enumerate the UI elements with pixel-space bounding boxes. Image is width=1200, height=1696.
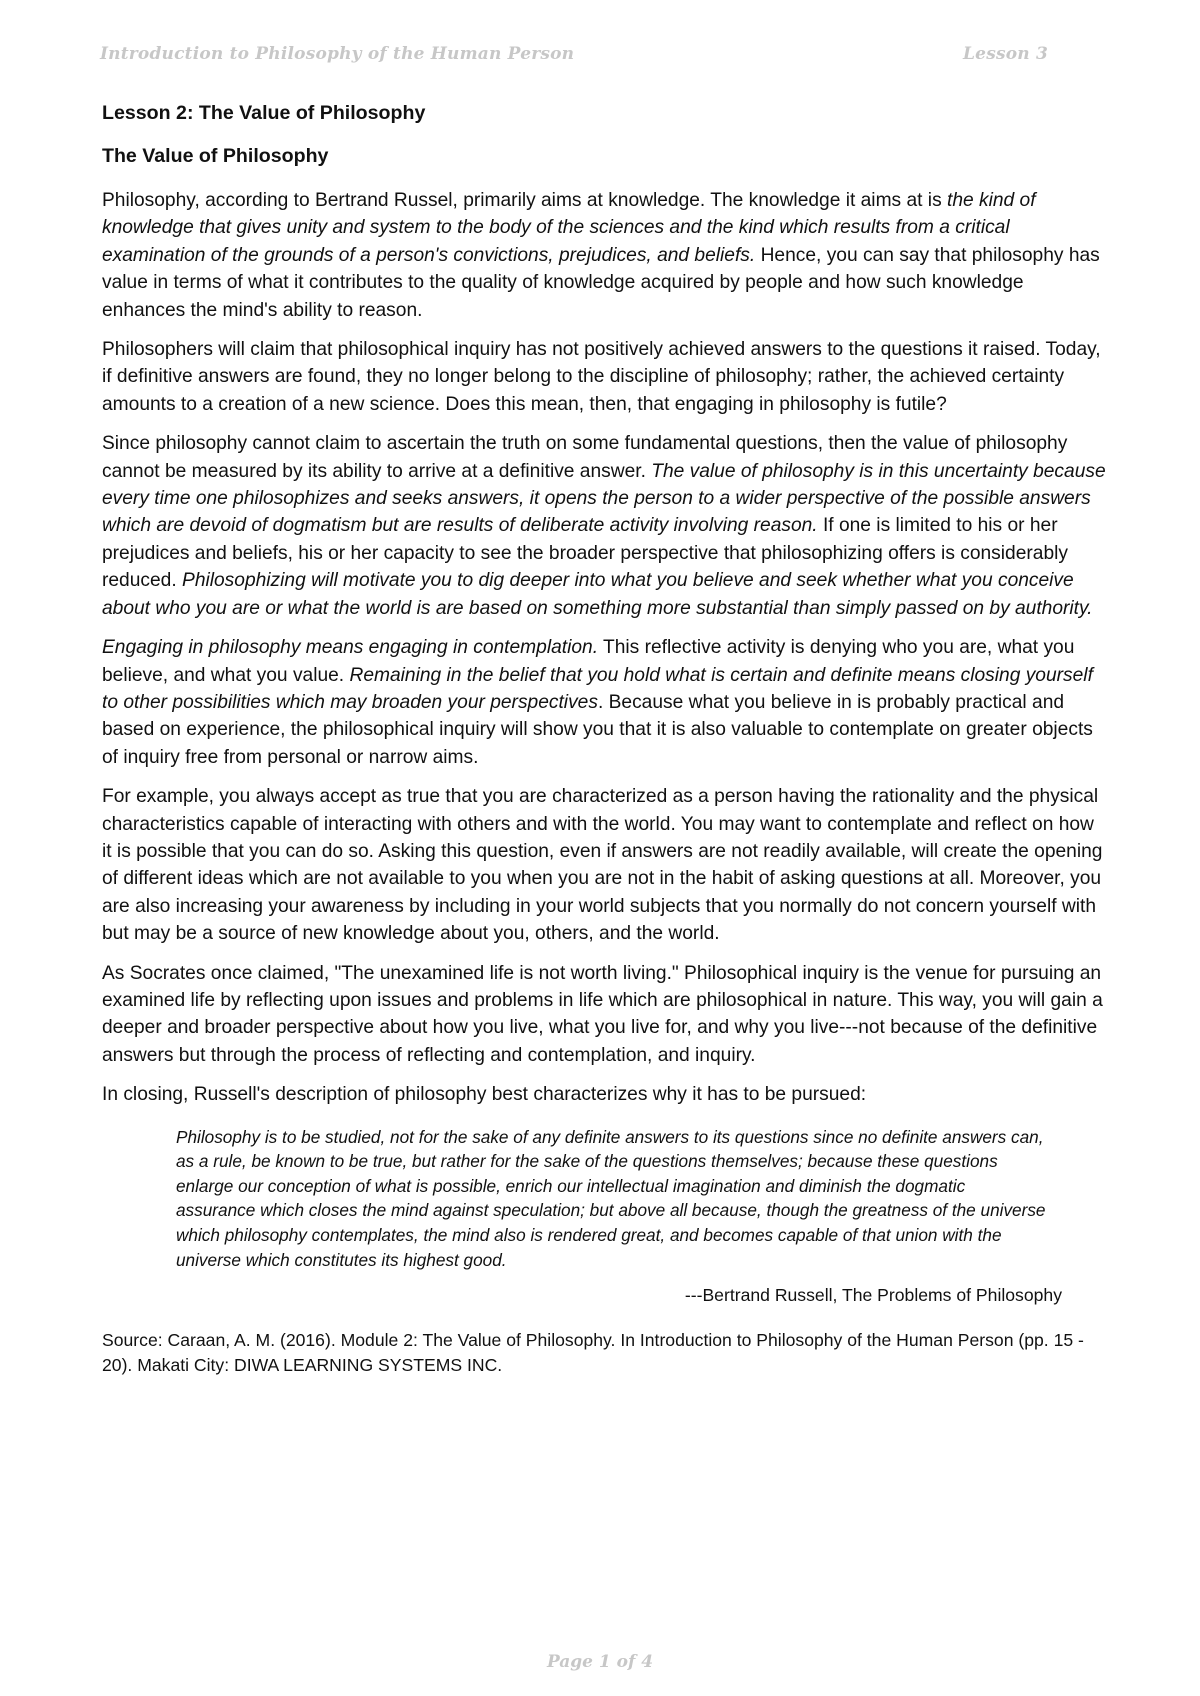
paragraph-5: For example, you always accept as true that you are characterized as a person having the rationality and the physical characteristics capable of interacting with others and with the world. You may want to contemplate and reflect on how it is possible that you can do so. Asking this question, even if answers are not readily available, will create the opening of different ideas which are not available to you when you are not in the habit of asking questions at all. Moreover, you are also increasing your awareness by including in your world subjects that you normally do not concern yourself with but may be a source of new knowledge about you, others, and the world. [102, 786, 1103, 945]
lesson-title: Lesson 2: The Value of Philosophy [102, 102, 426, 124]
paragraph-3-text-c: If one is limited to his or her prejudices and beliefs, his or her capacity to see the broader perspective that philosophizing offers is considerably reduced. [102, 515, 1068, 592]
paragraph-4 [102, 634, 1106, 771]
document-body [102, 100, 1106, 1378]
paragraph-7: In closing, Russell's description of philosophy best characterizes why it has to be pursued: [102, 1084, 867, 1106]
section-title: The Value of Philosophy [102, 145, 329, 167]
paragraph-4-text-d: . Because what you believe in is probably practical and based on experience, the philosophical inquiry will show you that it is also valuable to contemplate on greater objects of inquiry free from personal or narrow aims. [102, 691, 1093, 768]
paragraph-1 [102, 187, 1106, 324]
source-citation: Source: Caraan, A. M. (2016). Module 2: The Value of Philosophy. In Introduction to Philosophy of the Human Person (pp. 15 - 20). Makati City: DIWA LEARNING SYSTEMS INC. [102, 1329, 1084, 1375]
header-lesson-number: Lesson 3 [963, 44, 1048, 64]
quote-attribution: ---Bertrand Russell, The Problems of Philosophy [684, 1285, 1062, 1306]
paragraph-3-emphasis-d: Philosophizing will motivate you to dig deeper into what you believe and seek whether what you conceive about who you are or what the world is are based on something more substantial than simply passed on by authority. [102, 570, 1093, 619]
paragraph-4-emphasis-a: Engaging in philosophy means engaging in contemplation. [102, 637, 599, 659]
paragraph-6: As Socrates once claimed, "The unexamined life is not worth living." Philosophical inquiry is the venue for pursuing an examined life by reflecting upon issues and problems in life which are philosophical in nature. This way, you will gain a deeper and broader perspective about how you live, what you live for, and why you live---not because of the definitive answers but through the process of reflecting and contemplation, and inquiry. [102, 962, 1103, 1066]
paragraph-4-text-b: This reflective activity is denying who you are, what you believe, and what you value. [102, 637, 1075, 686]
paragraph-3-text-a: Since philosophy cannot claim to ascertain the truth on some fundamental questions, then the value of philosophy cannot be measured by its ability to arrive at a definitive answer. [102, 433, 1068, 482]
paragraph-3-emphasis-b: The value of philosophy is in this uncertainty because every time one philosophizes and seeks answers, it opens the person to a wider perspective of the possible answers which are devoid of dogmatism but are results of deliberate activity involving reason. [102, 460, 1106, 537]
paragraph-3 [102, 430, 1106, 622]
paragraph-1-emphasis: the kind of knowledge that gives unity and system to the body of the sciences and the kind which results from a critical examination of the grounds of a person's convictions, prejudices, and beliefs. [102, 190, 1036, 266]
paragraph-1-text-c: Hence, you can say that philosophy has value in terms of what it contributes to the quality of knowledge acquired by people and how such knowledge enhances the mind's ability to reason. [102, 244, 1100, 321]
header-course-title: Introduction to Philosophy of the Human Person [100, 44, 575, 64]
paragraph-1-text-a: Philosophy, according to Bertrand Russel, primarily aims at knowledge. The knowledge it aims at is [102, 190, 947, 211]
paragraph-4-emphasis-c: Remaining in the belief that you hold what is certain and definite means closing yourself to other possibilities which may broaden your perspectives [102, 664, 1093, 713]
running-header [100, 44, 1048, 64]
russell-quote: Philosophy is to be studied, not for the sake of any definite answers to its questions since no definite answers can, as a rule, be known to be true, but rather for the sake of the questions themselves; because these questions enlarge our conception of what is possible, enrich our intellectual imagination and diminish the dogmatic assurance which closes the mind against speculation; but above all because, though the greatness of the universe which philosophy contemplates, the mind also is rendered great, and becomes capable of that union with the universe which constitutes its highest good. [176, 1126, 1046, 1270]
paragraph-2: Philosophers will claim that philosophical inquiry has not positively achieved answers to the questions it raised. Today, if definitive answers are found, they no longer belong to the discipline of philosophy; rather, the achieved certainty amounts to a creation of a new science. Does this mean, then, that engaging in philosophy is futile? [102, 339, 1101, 415]
page-number: Page 1 of 4 [546, 1652, 654, 1672]
